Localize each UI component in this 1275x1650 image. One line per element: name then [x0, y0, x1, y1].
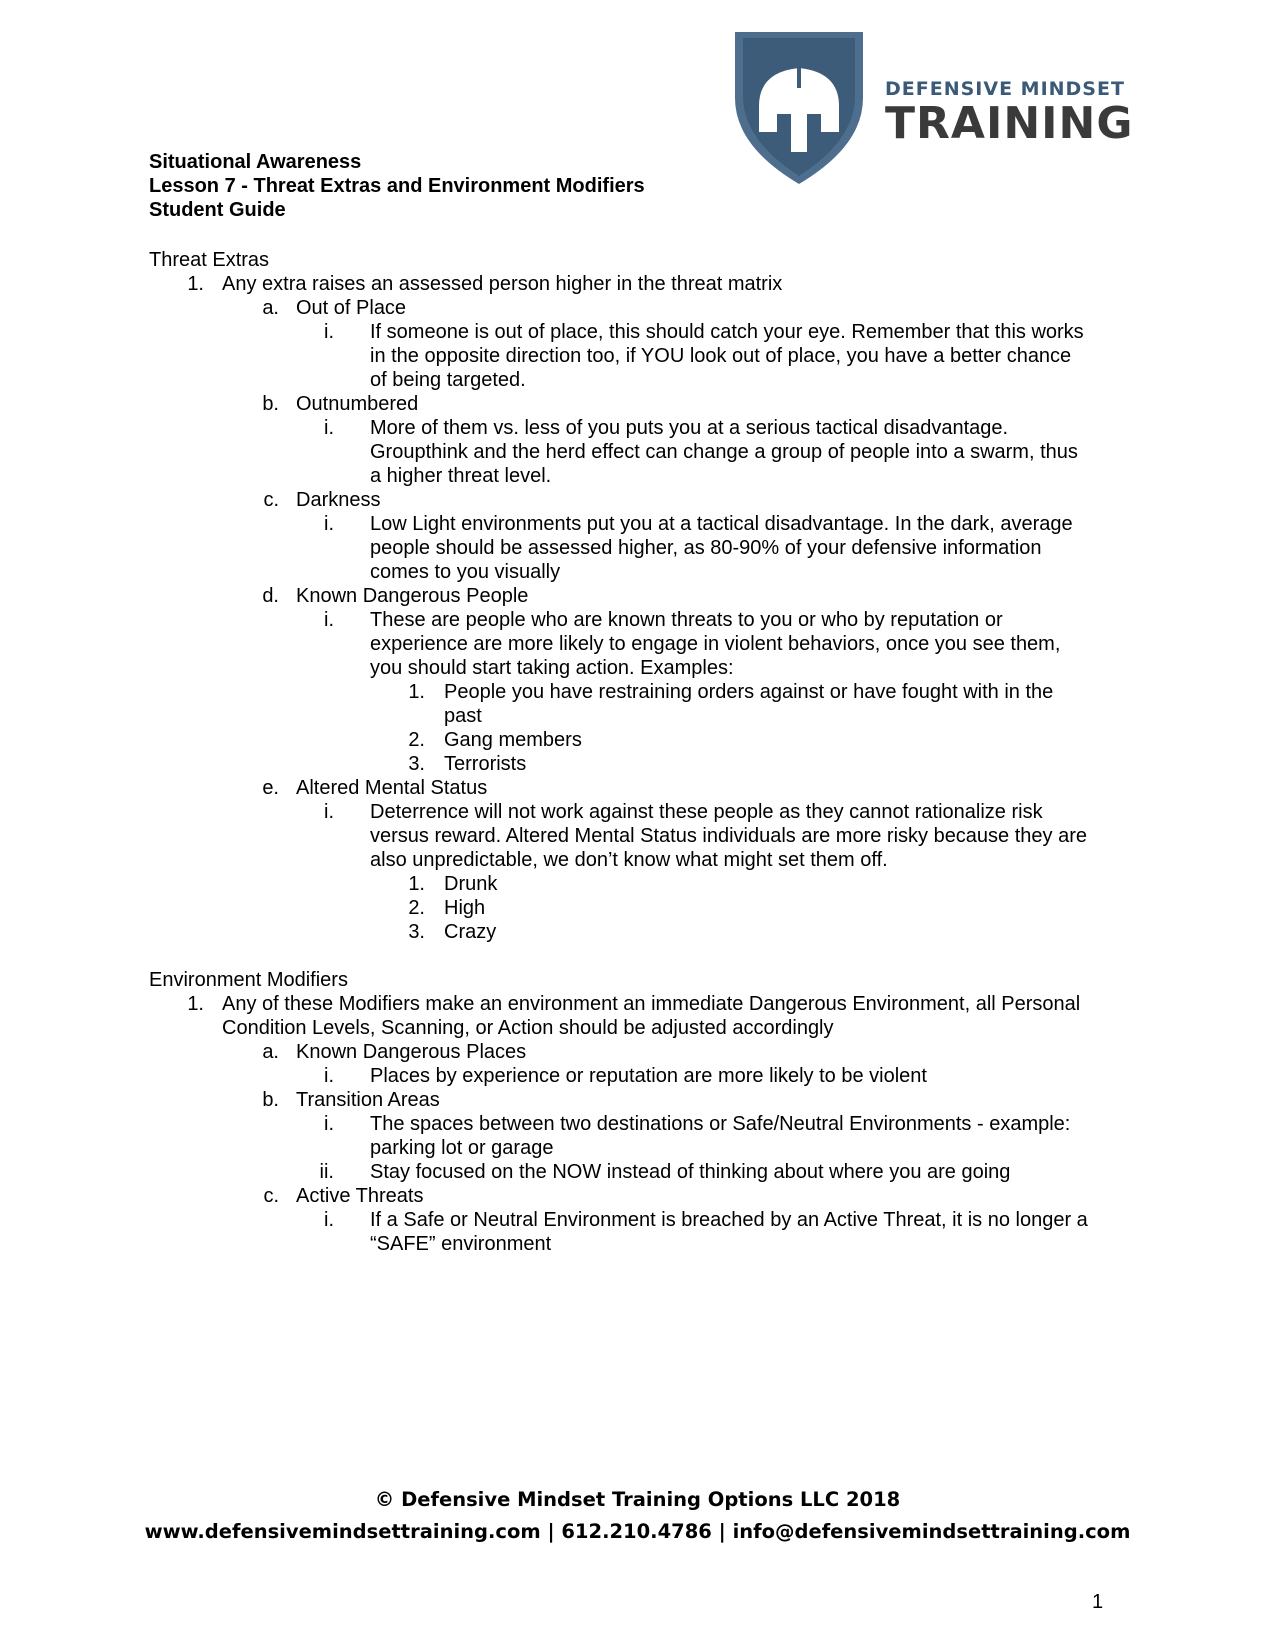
text-line: also unpredictable, we don’t know what might set them off. — [370, 849, 888, 871]
list-marker: c. — [263, 489, 279, 511]
list-marker: e. — [262, 777, 279, 799]
company-logo — [735, 28, 1134, 188]
text-line: Places by experience or reputation are more likely to be violent — [370, 1065, 927, 1087]
list-marker: 1. — [187, 993, 204, 1015]
page-number: 1 — [1092, 1591, 1104, 1613]
text-line: Groupthink and the herd effect can change a group of people into a swarm, thus — [370, 441, 1078, 463]
list-marker: i. — [324, 1065, 334, 1087]
list-marker: 2. — [408, 729, 425, 751]
list-marker: i. — [324, 801, 334, 823]
text-line: versus reward. Altered Mental Status individuals are more risky because they are — [370, 825, 1088, 847]
footer-copyright: © Defensive Mindset Training Options LLC 2018 — [374, 1488, 901, 1511]
text-line: comes to you visually — [370, 561, 561, 583]
subitem-title: Outnumbered — [296, 393, 419, 415]
list-marker: d. — [262, 585, 279, 607]
text-line: Terrorists — [444, 753, 527, 775]
subitem-title: Active Threats — [296, 1185, 424, 1207]
text-line: These are people who are known threats to you or who by reputation or — [370, 609, 1003, 631]
list-marker: c. — [263, 1185, 279, 1207]
list-marker: a. — [262, 1041, 279, 1063]
text-line: you should start taking action. Examples: — [370, 657, 734, 679]
text-line: Crazy — [444, 921, 497, 943]
text-line: Deterrence will not work against these people as they cannot rationalize risk — [370, 801, 1043, 823]
text-line: High — [444, 897, 486, 919]
text-line: past — [444, 705, 482, 727]
list-marker: i. — [324, 1113, 334, 1135]
text-line: parking lot or garage — [370, 1137, 554, 1159]
subitem-title: Out of Place — [296, 297, 407, 319]
list-marker: b. — [262, 1089, 279, 1111]
list-marker: 1. — [408, 681, 425, 703]
guide-title: Student Guide — [149, 199, 286, 221]
list-marker: i. — [324, 321, 334, 343]
text-line: People you have restraining orders against or have fought with in the — [444, 681, 1054, 703]
logo-line2: TRAINING — [885, 98, 1134, 149]
list-item: Any extra raises an assessed person higher in the threat matrix — [222, 273, 783, 295]
list-marker: 1. — [187, 273, 204, 295]
text-line: Low Light environments put you at a tactical disadvantage. In the dark, average — [370, 513, 1073, 535]
list-marker: i. — [324, 513, 334, 535]
list-marker: b. — [262, 393, 279, 415]
text-line: Any of these Modifiers make an environment an immediate Dangerous Environment, all Personal — [222, 993, 1081, 1015]
text-line: More of them vs. less of you puts you at a serious tactical disadvantage. — [370, 417, 1009, 439]
text-line: The spaces between two destinations or Safe/Neutral Environments - example: — [370, 1113, 1071, 1135]
text-line: Stay focused on the NOW instead of thinking about where you are going — [370, 1161, 1011, 1183]
text-line: Condition Levels, Scanning, or Action should be adjusted accordingly — [222, 1017, 834, 1039]
text-line: people should be assessed higher, as 80-90% of your defensive information — [370, 537, 1042, 559]
list-marker: ii. — [319, 1161, 334, 1183]
list-marker: 3. — [408, 921, 425, 943]
list-marker: i. — [324, 1209, 334, 1231]
text-line: If someone is out of place, this should catch your eye. Remember that this works — [370, 321, 1084, 343]
subitem-title: Darkness — [296, 489, 381, 511]
course-title: Situational Awareness — [149, 151, 362, 173]
text-line: “SAFE” environment — [370, 1233, 552, 1255]
section-heading-threat-extras: Threat Extras — [149, 249, 270, 271]
list-marker: a. — [262, 297, 279, 319]
text-line: Drunk — [444, 873, 498, 895]
text-line: in the opposite direction too, if YOU look out of place, you have a better chance — [370, 345, 1072, 367]
text-line: experience are more likely to engage in violent behaviors, once you see them, — [370, 633, 1061, 655]
footer-contact: www.defensivemindsettraining.com | 612.210.4786 | info@defensivemindsettraining.com — [144, 1520, 1131, 1543]
text-line: of being targeted. — [370, 369, 526, 391]
subitem-title: Transition Areas — [296, 1089, 440, 1111]
subitem-title: Known Dangerous Places — [296, 1041, 527, 1063]
shield-helmet-icon — [735, 28, 1134, 188]
text-line: If a Safe or Neutral Environment is breached by an Active Threat, it is no longer a — [370, 1209, 1088, 1231]
list-marker: i. — [324, 609, 334, 631]
subitem-title: Altered Mental Status — [296, 777, 488, 799]
text-line: a higher threat level. — [370, 465, 552, 487]
subitem-title: Known Dangerous People — [296, 585, 529, 607]
list-marker: i. — [324, 417, 334, 439]
logo-line1: DEFENSIVE MINDSET — [885, 78, 1125, 100]
list-marker: 1. — [408, 873, 425, 895]
lesson-title: Lesson 7 - Threat Extras and Environment Modifiers — [149, 175, 645, 197]
list-marker: 3. — [408, 753, 425, 775]
text-line: Gang members — [444, 729, 582, 751]
list-marker: 2. — [408, 897, 425, 919]
section-heading-environment-modifiers: Environment Modifiers — [149, 969, 348, 991]
